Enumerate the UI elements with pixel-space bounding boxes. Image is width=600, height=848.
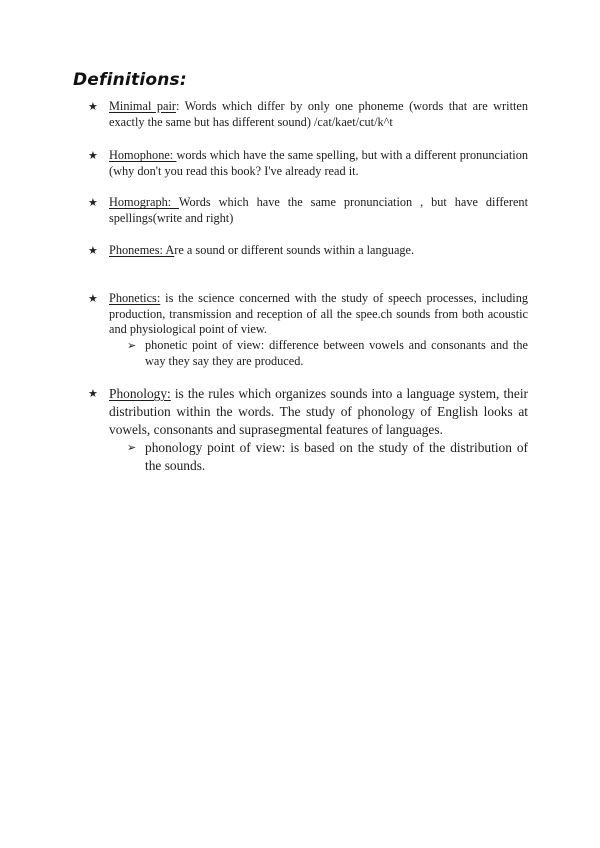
star-bullet-icon: ★ [88, 196, 98, 210]
definition-term: Homograph: [109, 195, 179, 210]
star-bullet-icon: ★ [88, 387, 98, 401]
definition-text: Words which have the same pronunciation , but have different spellings(write and right) [109, 195, 528, 225]
arrow-bullet-icon: ➢ [127, 338, 137, 352]
definition-term: Phonetics: [109, 291, 161, 306]
definition-text: re a sound or different sounds within a language. [174, 242, 415, 257]
definition-term: Phonemes: A [109, 242, 175, 257]
definition-item-phonology [88, 385, 528, 475]
page-title: Definitions: [73, 70, 187, 90]
definition-item-phonetics [88, 291, 528, 369]
sub-point-phonetic [109, 338, 528, 369]
definition-term: Homophone: [109, 148, 177, 163]
definition-text: words which have the same spelling, but with a different pronunciation (why don't you read this book? I've already read it. [109, 148, 528, 178]
star-bullet-icon: ★ [88, 149, 98, 163]
definition-text: is the rules which organizes sounds into a language system, their distribution within the words. The study of phonology of English looks at vowels, consonants and suprasegmental features of languages. [109, 386, 528, 438]
star-bullet-icon: ★ [88, 243, 98, 257]
definition-text: is the science concerned with the study of speech processes, including production, transmission and reception of all the spee.ch sounds from both acoustic and physiological point of view. [109, 291, 528, 337]
sub-point-text: phonology point of view: is based on the study of the distribution of the sounds. [145, 440, 528, 474]
star-bullet-icon: ★ [88, 292, 98, 306]
definition-term: Phonology: [109, 386, 171, 402]
arrow-bullet-icon: ➢ [127, 441, 137, 455]
sub-point-phonology [109, 439, 528, 475]
star-bullet-icon: ★ [88, 100, 98, 113]
definition-item-homophone [88, 148, 528, 179]
definition-item-minimal-pair [88, 99, 528, 130]
sub-point-text: phonetic point of view: difference between vowels and consonants and the way they say they are produced. [145, 337, 528, 368]
definition-item-phonemes [88, 243, 528, 259]
definition-text: : Words which differ by only one phoneme (words that are written exactly the same but has different sound) /cat/kaet/cut/k^t [109, 99, 529, 129]
definitions-list [88, 99, 528, 475]
definition-term: Minimal pair [109, 99, 176, 113]
definition-item-homograph [88, 195, 528, 226]
